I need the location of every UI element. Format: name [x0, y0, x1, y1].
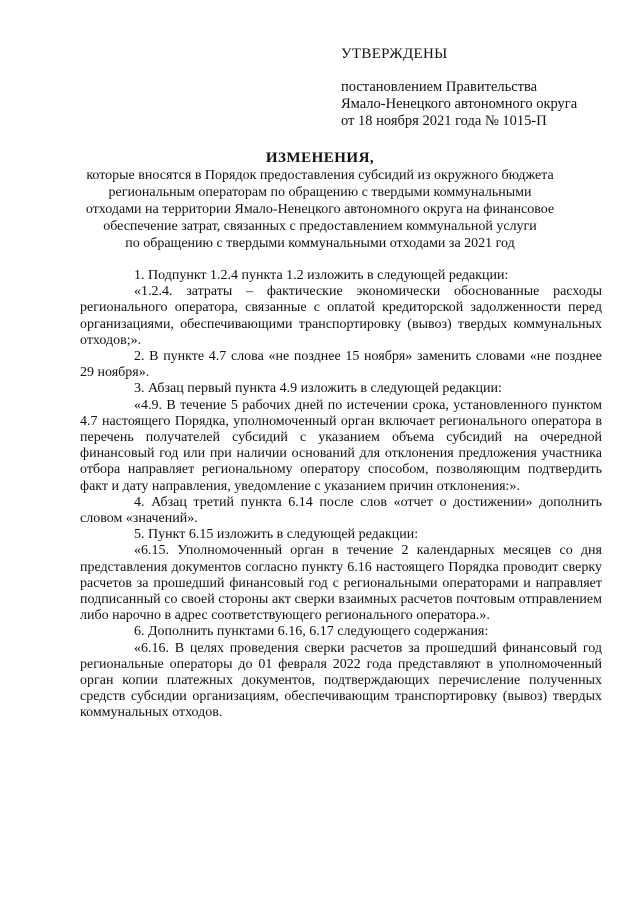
- document-heading: ИЗМЕНЕНИЯ,: [265, 150, 375, 166]
- document-subtitle-line: отходами на территории Ямало-Ненецкого автономного округа на финансовое: [85, 202, 555, 217]
- paragraph-item-4: 4. Абзац третий пункта 6.14 после слов «отчет о достижении» дополнить словом «значений».: [80, 494, 602, 527]
- paragraph-item-2: 2. В пункте 4.7 слова «не позднее 15 ноября» заменить словами «не позднее 29 ноября».: [80, 349, 602, 381]
- amendment-text-6-16: «6.16. В целях проведения сверки расчетов за прошедший финансовый год региональные операторы до 01 февраля 2022 года представляют в уполномоченный орган копии платежных документов, подтверждающих перечисление полученных средств субсидии организациям, обеспечивающим транспортировку (вывоз) твердых коммунальных отходов.: [80, 640, 602, 721]
- paragraph-item-6: 6. Дополнить пунктами 6.16, 6.17 следующего содержания:: [134, 624, 489, 640]
- document-title: [80, 149, 560, 252]
- document-subtitle-line: по обращению с твердыми коммунальными отходами за 2021 год: [125, 236, 515, 251]
- approval-line: от 18 ноября 2021 года № 1015-П: [341, 113, 547, 129]
- paragraph-item-3: 3. Абзац первый пункта 4.9 изложить в следующей редакции:: [134, 381, 502, 397]
- document-subtitle-line: обеспечение затрат, связанных с предоставлением коммунальной услуги: [103, 219, 537, 234]
- document-subtitle-line: которые вносятся в Порядок предоставления субсидий из окружного бюджета: [86, 168, 554, 183]
- approval-block: [341, 46, 621, 130]
- amendment-text-4-9: «4.9. В течение 5 рабочих дней по истечении срока, установленного пунктом 4.7 настоящего Порядка, уполномоченный орган включает регионального оператора в перечень получателей субсидий с указанием объема субсидий на очередной финансовый год или при наличии оснований для отклонения предложения участника отбора направляет региональному оператору способом, позволяющим подтвердить факт и дату направления, уведомление с указанием причин отклонения:».: [80, 397, 602, 494]
- amendment-text-6-15: «6.15. Уполномоченный орган в течение 2 календарных месяцев со дня представления документов согласно пункту 6.16 настоящего Порядка проводит сверку расчетов за прошедший финансовый год с региональными операторами и направляет подписанный со своей стороны акт сверки взаимных расчетов почтовым отправлением либо нарочно в адрес соответствующего регионального оператора.».: [80, 543, 602, 624]
- approval-line: постановлением Правительства: [341, 79, 538, 95]
- document-subtitle-line: региональным операторам по обращению с твердыми коммунальными: [108, 185, 532, 200]
- approval-stamp: УТВЕРЖДЕНЫ: [341, 46, 448, 62]
- approval-line: Ямало-Ненецкого автономного округа: [341, 96, 578, 112]
- paragraph-item-5: 5. Пункт 6.15 изложить в следующей редакции:: [134, 527, 419, 543]
- document-body: [80, 268, 602, 722]
- paragraph-item-1: 1. Подпункт 1.2.4 пункта 1.2 изложить в следующей редакции:: [134, 268, 509, 283]
- amendment-text-1-2-4: «1.2.4. затраты – фактические экономически обоснованные расходы регионального оператора, связанные с оплатой кредиторской задолженности перед организациями, обеспечивающими транспортировку (вывоз) твердых коммунальных отходов;».: [80, 284, 602, 348]
